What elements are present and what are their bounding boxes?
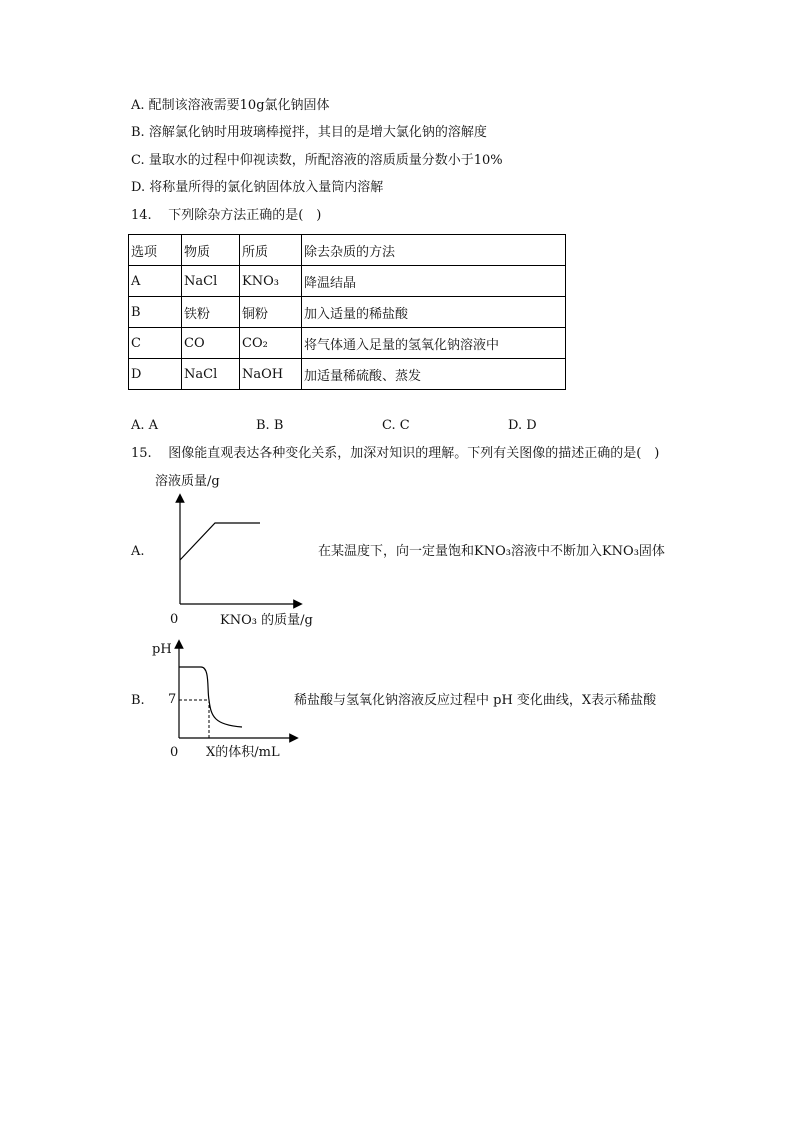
q14-option-c: C. C (382, 418, 410, 433)
table-row (129, 297, 566, 328)
table-cell: 铜粉 (240, 297, 302, 328)
graph-a-option-label: A. (131, 544, 145, 559)
graph-b-curve (179, 667, 242, 727)
q15-stem (131, 445, 659, 463)
graph-a-y-label: 溶液质量/g (155, 474, 220, 489)
graph-b-x-label: X的体积/mL (206, 745, 280, 760)
q14-text: 下列除杂方法正确的是( ) (168, 208, 322, 223)
q15-number: 15. (131, 446, 152, 461)
table-cell: KNO₃ (240, 266, 302, 297)
table-header-cell: 选项 (129, 235, 182, 266)
table-header-cell: 除去杂质的方法 (302, 235, 566, 266)
table-cell: NaCl (182, 266, 240, 297)
q14-option-b: B. B (256, 418, 284, 433)
table-cell: 加入适量的稀盐酸 (302, 297, 566, 328)
table-cell: B (129, 297, 182, 328)
graph-b-option-label: B. (131, 693, 145, 708)
graph-a-description: 在某温度下，向一定量饱和KNO₃溶液中不断加入KNO₃固体 (318, 544, 665, 559)
table-cell: 降温结晶 (302, 266, 566, 297)
table-cell: C (129, 328, 182, 359)
graph-b-tick-7: 7 (168, 692, 177, 707)
graph-b-origin: 0 (170, 745, 179, 760)
table-cell: 铁粉 (182, 297, 240, 328)
table-row (129, 359, 566, 390)
graph-a-curve (180, 523, 260, 560)
table-cell: A (129, 266, 182, 297)
q13-option-c: C. 量取水的过程中仰视读数，所配溶液的溶质质量分数小于10% (131, 153, 503, 168)
q14-number: 14. (131, 208, 152, 223)
q15-text: 图像能直观表达各种变化关系，加深对知识的理解。下列有关图像的描述正确的是( ) (168, 446, 660, 461)
table-row (129, 328, 566, 359)
q13-option-b: B. 溶解氯化钠时用玻璃棒搅拌，其目的是增大氯化钠的溶解度 (131, 125, 487, 140)
table-cell: 加适量稀硫酸、蒸发 (302, 359, 566, 390)
graph-b-plot (168, 638, 300, 743)
graph-a-origin: 0 (170, 612, 179, 627)
graph-a-plot (165, 490, 305, 615)
q13-option-d: D. 将称量所得的氯化钠固体放入量筒内溶解 (131, 180, 384, 195)
graph-b-y-label: pH (152, 642, 172, 657)
table-cell: CO (182, 328, 240, 359)
graph-b-description: 稀盐酸与氢氧化钠溶液反应过程中 pH 变化曲线，X表示稀盐酸 (294, 693, 657, 708)
table-header-cell: 所质 (240, 235, 302, 266)
table-cell: D (129, 359, 182, 390)
table-row (129, 266, 566, 297)
q13-option-a: A. 配制该溶液需要10g氯化钠固体 (131, 98, 330, 113)
q14-stem (131, 207, 321, 225)
table-cell: 将气体通入足量的氢氧化钠溶液中 (302, 328, 566, 359)
q14-table (128, 234, 566, 390)
graph-a-x-label: KNO₃ 的质量/g (220, 613, 313, 628)
table-header-cell: 物质 (182, 235, 240, 266)
table-cell: NaOH (240, 359, 302, 390)
table-cell: CO₂ (240, 328, 302, 359)
table-cell: NaCl (182, 359, 240, 390)
q14-option-d: D. D (508, 418, 537, 433)
q14-option-a: A. A (131, 418, 159, 433)
table-header-row (129, 235, 566, 266)
